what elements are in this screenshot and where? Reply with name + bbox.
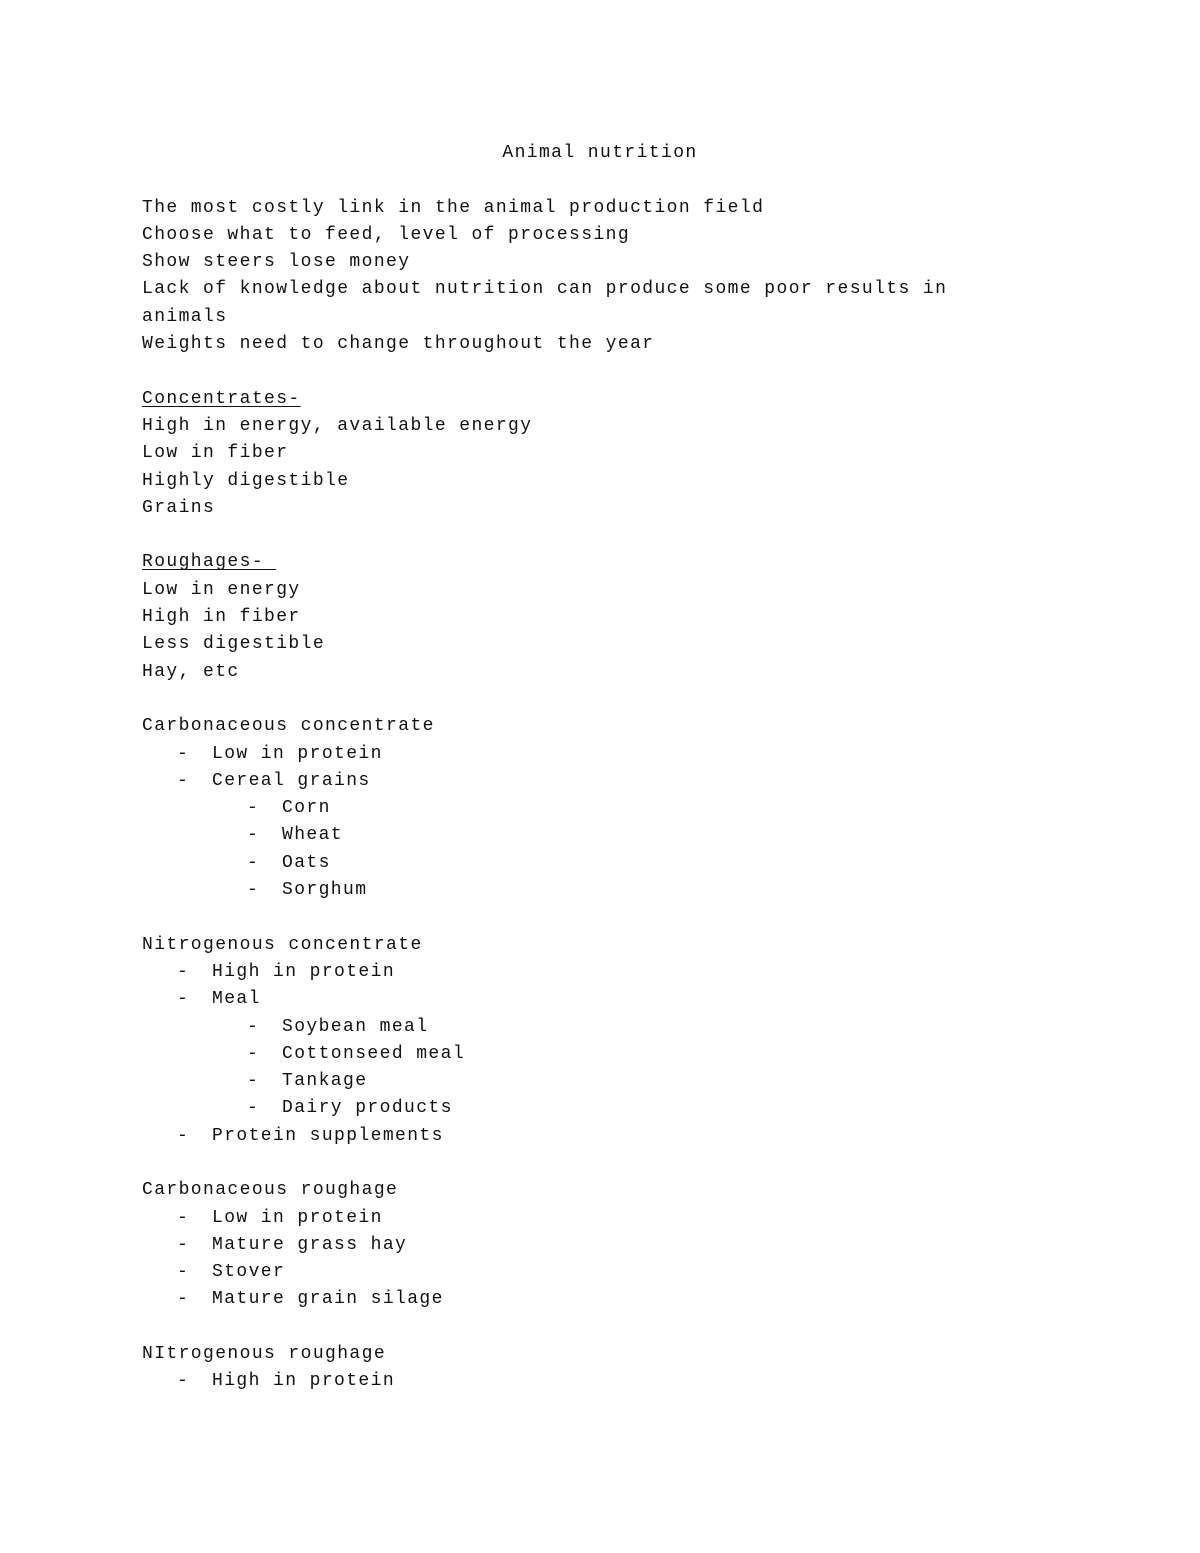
- list-item-label: Dairy products: [282, 1098, 453, 1119]
- list-item: [142, 850, 1042, 877]
- section-heading: Concentrates-: [142, 388, 301, 409]
- section-heading: Carbonaceous concentrate: [142, 716, 435, 737]
- list-item-label: Soybean meal: [282, 1016, 429, 1037]
- list-item-label: Wheat: [282, 825, 344, 846]
- list-item: [142, 768, 1042, 795]
- bullet: -: [177, 1207, 190, 1228]
- intro-line: The most costly link in the animal production field: [142, 197, 765, 218]
- section-heading: Nitrogenous concentrate: [142, 934, 423, 955]
- carbonaceous-roughage-section: [142, 1177, 1042, 1313]
- list-item: [142, 741, 1042, 768]
- list-item: [142, 1259, 1042, 1286]
- bullet: -: [177, 1234, 190, 1255]
- list-item: Grains: [142, 497, 216, 518]
- list-item-label: Oats: [282, 852, 331, 873]
- list-item-label: Sorghum: [282, 880, 368, 901]
- section-heading: Carbonaceous roughage: [142, 1180, 399, 1201]
- list-item: [142, 1232, 1042, 1259]
- list-item-label: High in protein: [212, 1371, 396, 1392]
- bullet: -: [247, 880, 260, 901]
- list-item: [142, 1095, 1042, 1122]
- list-item-label: Cereal grains: [212, 770, 371, 791]
- intro-line: Show steers lose money: [142, 252, 411, 273]
- list-item: Hay, etc: [142, 661, 240, 682]
- list-item-label: High in protein: [212, 961, 396, 982]
- list-item-label: Tankage: [282, 1071, 368, 1092]
- list-item-label: Cottonseed meal: [282, 1043, 466, 1064]
- bullet: -: [247, 1043, 260, 1064]
- list-item-label: Meal: [212, 989, 261, 1010]
- intro-line: Weights need to change throughout the year: [142, 334, 655, 355]
- intro-section: [142, 195, 1042, 359]
- bullet: -: [177, 1371, 190, 1392]
- intro-line: Lack of knowledge about nutrition can produce some poor results in: [142, 279, 948, 300]
- bullet: -: [247, 1098, 260, 1119]
- list-item-label: Low in protein: [212, 1207, 383, 1228]
- list-item: [142, 1368, 1042, 1395]
- list-item: Low in energy: [142, 579, 301, 600]
- list-item: [142, 1041, 1042, 1068]
- bullet: -: [177, 1289, 190, 1310]
- list-item: [142, 1068, 1042, 1095]
- list-item: [142, 1123, 1042, 1150]
- bullet: -: [177, 961, 190, 982]
- list-item-label: Corn: [282, 798, 331, 819]
- bullet: -: [177, 1262, 190, 1283]
- section-heading: NItrogenous roughage: [142, 1344, 387, 1365]
- page-title: Animal nutrition: [502, 143, 698, 163]
- concentrates-section: [142, 386, 1042, 522]
- bullet: -: [177, 770, 190, 791]
- bullet: -: [177, 989, 190, 1010]
- list-item: Highly digestible: [142, 470, 350, 491]
- list-item-label: Mature grain silage: [212, 1289, 444, 1310]
- bullet: -: [177, 743, 190, 764]
- list-item: [142, 1205, 1042, 1232]
- nitrogenous-roughage-section: [142, 1341, 1042, 1396]
- bullet: -: [177, 1125, 190, 1146]
- bullet: -: [247, 798, 260, 819]
- list-item: [142, 822, 1042, 849]
- list-item: [142, 1286, 1042, 1313]
- list-item: [142, 986, 1042, 1013]
- list-item: [142, 795, 1042, 822]
- list-item-label: Protein supplements: [212, 1125, 444, 1146]
- document-page: [142, 140, 1042, 1396]
- bullet: -: [247, 1071, 260, 1092]
- list-item: Low in fiber: [142, 443, 289, 464]
- list-item: Less digestible: [142, 634, 326, 655]
- bullet: -: [247, 1016, 260, 1037]
- bullet: -: [247, 852, 260, 873]
- nitrogenous-concentrate-section: [142, 932, 1042, 1150]
- list-item-label: Mature grass hay: [212, 1234, 408, 1255]
- list-item: High in fiber: [142, 607, 301, 628]
- list-item-label: Low in protein: [212, 743, 383, 764]
- intro-line: Choose what to feed, level of processing: [142, 224, 631, 245]
- list-item: [142, 1014, 1042, 1041]
- list-item: [142, 959, 1042, 986]
- bullet: -: [247, 825, 260, 846]
- list-item-label: Stover: [212, 1262, 286, 1283]
- roughages-section: [142, 549, 1042, 685]
- list-item: High in energy, available energy: [142, 415, 533, 436]
- list-item: [142, 877, 1042, 904]
- carbonaceous-concentrate-section: [142, 713, 1042, 904]
- section-heading: Roughages-: [142, 552, 277, 573]
- intro-line: animals: [142, 306, 228, 327]
